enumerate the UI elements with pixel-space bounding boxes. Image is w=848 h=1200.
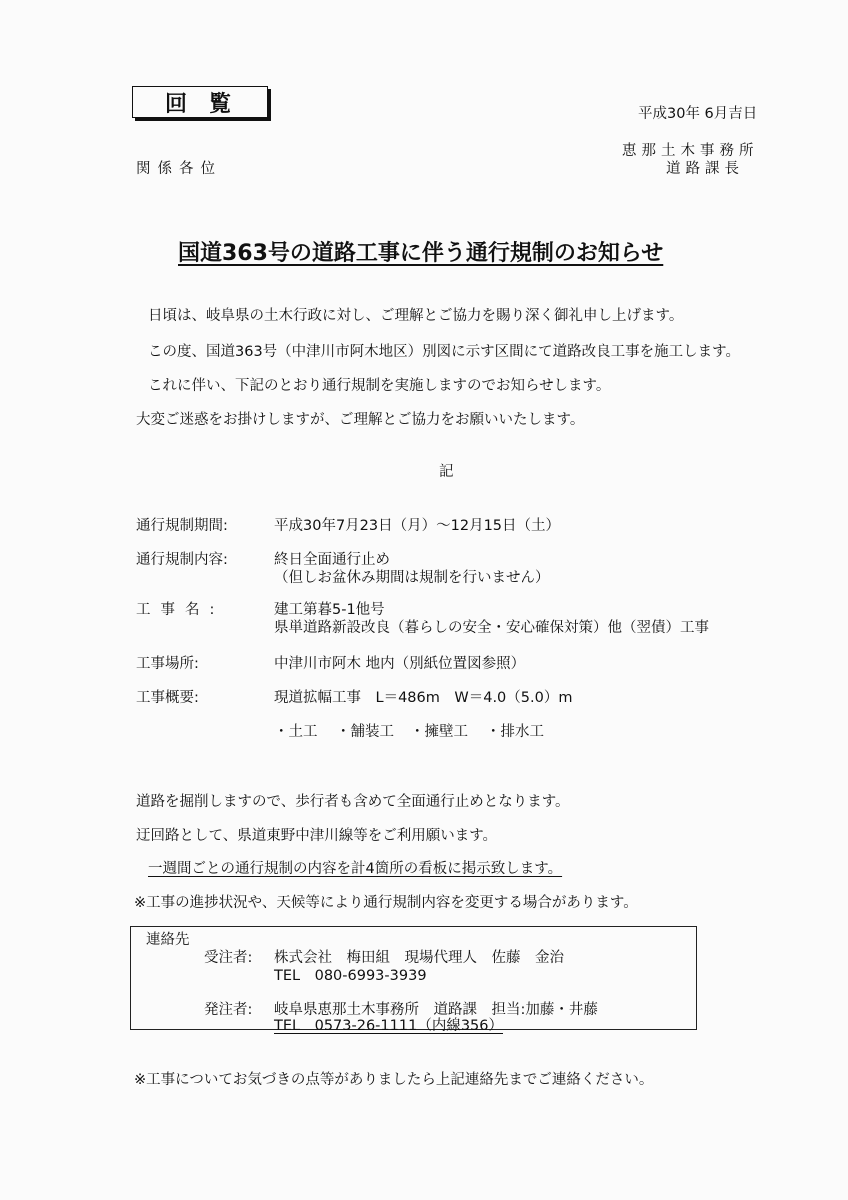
work-item: ・擁壁工	[410, 724, 468, 740]
sender-office: 恵那土木事務所	[622, 143, 759, 159]
work-item: ・排水工	[486, 724, 544, 740]
place-value: 中津川市阿木 地内（別紙位置図参照）	[274, 656, 526, 672]
note-line-1: 道路を掘削しますので、歩行者も含めて全面通行止めとなります。	[136, 794, 570, 810]
name-value-2: 県単道路新設改良（暮らしの安全・安心確保対策）他（翌債）工事	[274, 620, 709, 636]
document-title: 国道363号の道路工事に伴う通行規制のお知らせ	[178, 241, 664, 266]
client-tel: TEL 0573-26-1111（内線356）	[274, 1018, 503, 1034]
sender-title: 道路課長	[666, 161, 744, 177]
contact-heading: 連絡先	[146, 932, 190, 948]
place-label: 工事場所:	[136, 656, 199, 672]
note-line-2: 迂回路として、県道東野中津川線等をご利用願います。	[136, 828, 498, 844]
note-line-3: 一週間ごとの通行規制の内容を計4箇所の看板に掲示致します。	[148, 861, 563, 877]
name-value-1: 建工第暮5-1他号	[274, 602, 385, 618]
period-label: 通行規制期間:	[136, 518, 228, 534]
intro-line-2: この度、国道363号（中津川市阿木地区）別図に示す区間にて道路改良工事を施工します。	[148, 344, 741, 360]
note-line-4: ※工事の進捗状況や、天候等により通行規制内容を変更する場合があります。	[134, 895, 638, 911]
intro-line-1: 日頃は、岐阜県の土木行政に対し、ご理解とご協力を賜り深く御礼申し上げます。	[148, 308, 684, 324]
document-date: 平成30年 6月吉日	[638, 106, 758, 122]
ki-heading: 記	[439, 464, 454, 480]
circulation-stamp: 回覧	[132, 86, 268, 118]
intro-line-4: 大変ご迷惑をお掛けしますが、ご理解とご協力をお願いいたします。	[136, 412, 585, 428]
work-item: ・舗装工	[336, 724, 394, 740]
contractor-tel: TEL 080-6993-3939	[274, 968, 427, 984]
client-value: 岐阜県恵那土木事務所 道路課 担当:加藤・井藤	[274, 1002, 598, 1018]
recipients: 関係各位	[136, 161, 222, 177]
summary-value: 現道拡幅工事 L＝486m W＝4.0（5.0）m	[274, 690, 573, 706]
work-item: ・土工	[274, 724, 318, 740]
content-label: 通行規制内容:	[136, 552, 228, 568]
period-value: 平成30年7月23日（月）～12月15日（土）	[274, 518, 561, 534]
contractor-label: 受注者:	[204, 950, 253, 966]
contractor-value: 株式会社 梅田組 現場代理人 佐藤 金治	[274, 950, 564, 966]
summary-label: 工事概要:	[136, 690, 199, 706]
name-label: 工事名:	[136, 602, 225, 618]
content-value-2: （但しお盆休み期間は規制を行いません）	[274, 570, 550, 586]
client-label: 発注者:	[204, 1002, 253, 1018]
intro-line-3: これに伴い、下記のとおり通行規制を実施しますのでお知らせします。	[148, 378, 611, 394]
footer-note: ※工事についてお気づきの点等がありましたら上記連絡先までご連絡ください。	[134, 1072, 654, 1088]
content-value-1: 終日全面通行止め	[274, 552, 390, 568]
